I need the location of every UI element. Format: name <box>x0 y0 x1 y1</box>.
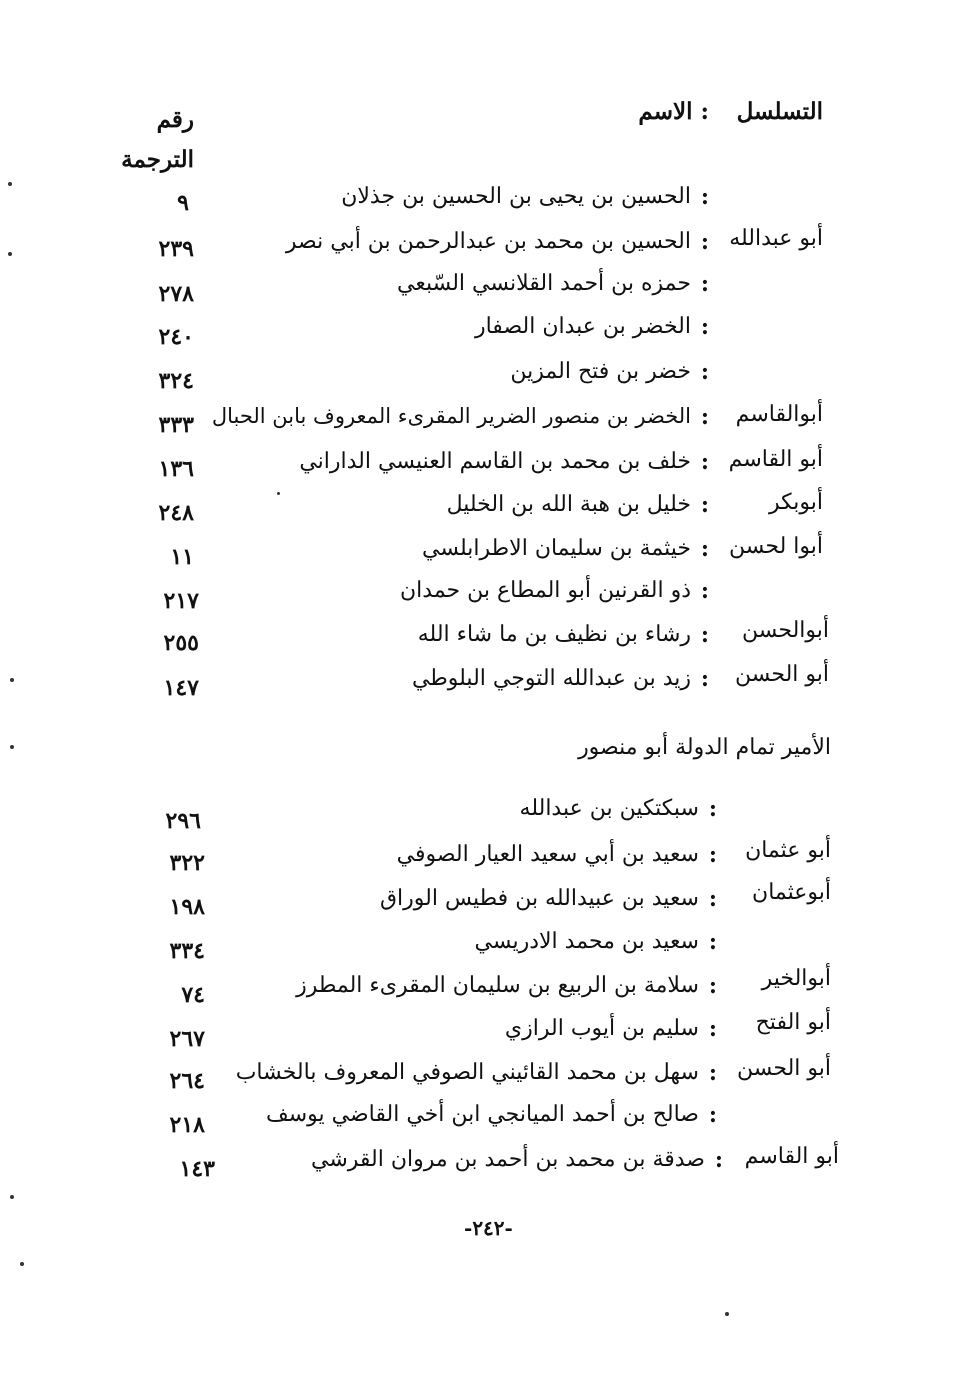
entry-number: ٣٣٤ <box>169 938 205 964</box>
separator-colon: : <box>700 359 709 385</box>
person-name: سعيد بن محمد الادريسي <box>474 929 699 954</box>
separator-colon: : <box>708 1060 717 1086</box>
separator-colon: : <box>708 842 717 868</box>
separator-colon: : <box>708 929 717 955</box>
separator-colon: : <box>708 1016 717 1042</box>
person-name: الخضر بن منصور الضرير المقرىء المعروف بابن الحبال <box>211 404 691 428</box>
person-name: الخضر بن عبدان الصفار <box>474 314 691 339</box>
person-name: صدقة بن محمد بن أحمد بن مروان القرشي <box>310 1147 705 1172</box>
person-name: خليل بن هبة الله بن الخليل <box>446 492 691 517</box>
kunya: أبو القاسم <box>744 1144 839 1169</box>
entry-number: ٢١٨ <box>169 1112 205 1138</box>
scan-speck <box>725 1312 729 1316</box>
scan-speck <box>8 252 12 256</box>
person-name: سبكتكين بن عبدالله <box>519 796 699 821</box>
person-name: رشاء بن نظيف بن ما شاء الله <box>417 622 691 647</box>
separator-colon: : <box>708 973 717 999</box>
scan-speck <box>10 678 14 682</box>
separator-colon: : <box>700 271 709 297</box>
separator-colon: : <box>700 536 709 562</box>
separator-colon: : <box>708 796 717 822</box>
entry-number: ٢٦٧ <box>169 1026 205 1052</box>
kunya: أبو الحسن <box>735 662 829 687</box>
entry-number: ١١ <box>170 544 194 570</box>
separator-colon: : <box>700 578 709 604</box>
section-title: الأمير تمام الدولة أبو منصور <box>578 735 831 760</box>
separator-colon: : <box>700 622 709 648</box>
separator-colon: : <box>700 314 709 340</box>
kunya: أبو عثمان <box>745 838 831 863</box>
scan-speck <box>277 492 280 495</box>
separator-colon: : <box>700 449 709 475</box>
scan-speck <box>10 1195 14 1199</box>
scan-speck <box>8 182 12 186</box>
entry-number: ٢١٧ <box>163 588 199 614</box>
entry-number: ٣٢٢ <box>169 850 205 876</box>
scan-speck <box>20 1262 24 1266</box>
person-name: زيد بن عبدالله التوجي البلوطي <box>411 666 691 691</box>
separator-colon: : <box>708 886 717 912</box>
entry-number: ٢٩٦ <box>165 808 201 834</box>
separator-colon: : <box>700 184 709 210</box>
person-name: سهل بن محمد القائيني الصوفي المعروف بالخشاب <box>235 1060 699 1085</box>
kunya: أبوالحسن <box>742 618 829 643</box>
kunya: أبو القاسم <box>728 447 823 472</box>
kunya: أبو الفتح <box>755 1010 831 1035</box>
separator-colon: : <box>700 229 709 255</box>
person-name: سلامة بن الربيع بن سليمان المقرىء المطرز <box>296 973 699 998</box>
entry-number: ٧٤ <box>181 982 205 1008</box>
person-name: ذو القرنين أبو المطاع بن حمدان <box>400 578 691 603</box>
separator-colon: : <box>700 404 709 430</box>
separator-colon: : <box>700 492 709 518</box>
scan-speck <box>10 745 14 749</box>
entry-number: ٣٣٣ <box>158 412 194 438</box>
person-name: سعيد بن عبيدالله بن فطيس الوراق <box>379 886 699 911</box>
entry-number: ٢٦٤ <box>169 1068 205 1094</box>
kunya: أبوا لحسن <box>729 534 823 559</box>
entry-number: ٣٢٤ <box>158 368 194 394</box>
entry-number: ١٤٣ <box>179 1156 215 1182</box>
header-number-line1: رقم <box>156 106 194 133</box>
kunya: أبوالقاسم <box>735 402 823 427</box>
person-name: خضر بن فتح المزين <box>510 359 691 384</box>
entry-number: ٩ <box>177 190 189 216</box>
entry-number: ٢٣٩ <box>158 236 194 262</box>
header-name: : الاسم <box>638 98 709 125</box>
entry-number: ٢٧٨ <box>158 281 194 307</box>
kunya: أبو الحسن <box>737 1056 831 1081</box>
separator-colon: : <box>714 1147 723 1173</box>
entry-number: ١٩٨ <box>169 894 205 920</box>
person-name: حمزه بن أحمد القلانسي السّبعي <box>397 271 691 296</box>
person-name: صالح بن أحمد الميانجي ابن أخي القاضي يوسف <box>265 1102 699 1127</box>
kunya: أبوبكر <box>768 490 823 515</box>
separator-colon: : <box>708 1102 717 1128</box>
person-name: الحسين بن محمد بن عبدالرحمن بن أبي نصر <box>285 229 691 254</box>
person-name: سليم بن أيوب الرازي <box>504 1016 699 1041</box>
entry-number: ٢٤٠ <box>158 324 194 350</box>
person-name: الحسين بن يحيى بن الحسين بن جذلان <box>341 184 691 209</box>
person-name: خيثمة بن سليمان الاطرابلسي <box>422 536 691 561</box>
person-name: سعيد بن أبي سعيد العيار الصوفي <box>396 842 699 867</box>
header-series: التسلسل <box>736 98 823 125</box>
kunya: أبوالخير <box>761 966 831 991</box>
person-name: خلف بن محمد بن القاسم العنيسي الداراني <box>299 449 691 474</box>
entry-number: ٢٤٨ <box>158 500 194 526</box>
kunya: أبوعثمان <box>752 880 831 905</box>
entry-number: ١٤٧ <box>163 675 199 701</box>
header-number-line2: الترجمة <box>121 146 194 173</box>
entry-number: ٢٥٥ <box>163 630 199 656</box>
entry-number: ١٣٦ <box>158 456 194 482</box>
kunya: أبو عبدالله <box>729 226 823 251</box>
page-number: -٢٤٢- <box>464 1216 513 1240</box>
separator-colon: : <box>700 666 709 692</box>
